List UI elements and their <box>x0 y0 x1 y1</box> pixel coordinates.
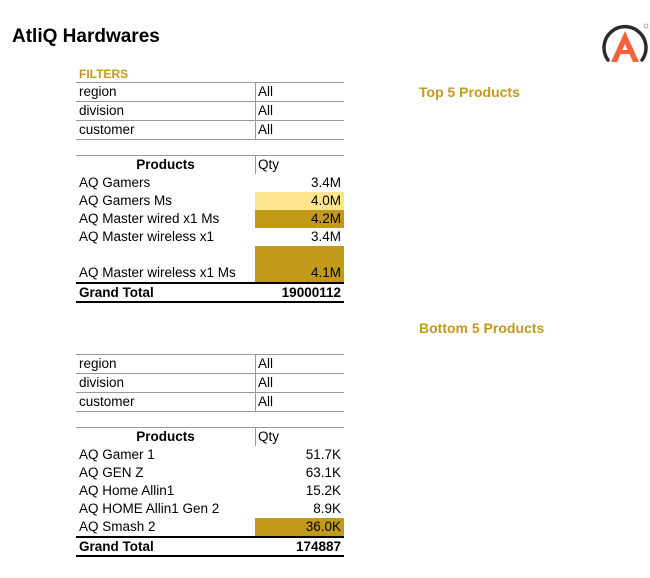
filter-key: customer <box>79 122 135 137</box>
product-name: AQ Master wireless x1 Ms <box>79 265 236 280</box>
filter-value[interactable]: All <box>255 374 344 392</box>
product-name: AQ Smash 2 <box>79 519 156 534</box>
filter-customer[interactable] <box>76 120 344 140</box>
product-qty: 8.9K <box>313 501 341 516</box>
table-row <box>76 500 344 518</box>
bottom-products-table <box>76 427 344 557</box>
col-qty-header: Qty <box>255 428 344 446</box>
bottom-filters-table <box>76 354 344 412</box>
filter-value[interactable]: All <box>255 83 344 101</box>
table-row <box>76 228 344 246</box>
table-row <box>76 246 344 282</box>
table-row <box>76 192 344 210</box>
filter-key: region <box>79 356 117 371</box>
table-row <box>76 210 344 228</box>
product-qty: 36.0K <box>255 518 344 536</box>
filter-key: division <box>79 103 125 118</box>
page-title: AtliQ Hardwares <box>12 26 160 47</box>
col-products-header: Products <box>136 157 195 172</box>
table-row <box>76 446 344 464</box>
product-name: AQ Gamers <box>79 175 151 190</box>
filter-region[interactable] <box>76 354 344 373</box>
product-qty: 4.0M <box>255 192 344 210</box>
product-name: AQ Master wireless x1 <box>79 229 215 244</box>
product-name: AQ Master wired x1 Ms <box>79 211 220 226</box>
bottom-products-title: Bottom 5 Products <box>419 320 545 336</box>
product-qty: 3.4M <box>310 229 341 244</box>
col-products-header: Products <box>136 429 195 444</box>
grand-total-value: 174887 <box>295 539 341 554</box>
product-qty: 63.1K <box>305 465 341 480</box>
product-name: AQ Gamers Ms <box>79 193 173 208</box>
filter-key: customer <box>79 394 135 409</box>
grand-total-row <box>76 536 344 557</box>
top-filters-table <box>76 82 344 140</box>
table-header <box>76 156 344 174</box>
filter-value[interactable]: All <box>255 102 344 120</box>
product-name: AQ Home Allin1 <box>79 483 175 498</box>
top-products-title: Top 5 Products <box>419 84 520 100</box>
filter-value[interactable]: All <box>255 121 344 139</box>
product-name: AQ GEN Z <box>79 465 144 480</box>
product-qty: 3.4M <box>310 175 341 190</box>
product-name: AQ Gamer 1 <box>79 447 155 462</box>
filter-key: division <box>79 375 125 390</box>
table-row <box>76 174 344 192</box>
table-row <box>76 482 344 500</box>
grand-total-row <box>76 282 344 303</box>
table-row <box>76 518 344 536</box>
filter-value[interactable]: All <box>255 355 344 373</box>
grand-total-value: 19000112 <box>281 285 341 300</box>
grand-total-label: Grand Total <box>79 539 154 554</box>
filter-region[interactable] <box>76 82 344 101</box>
col-qty-header: Qty <box>255 156 344 174</box>
filter-value[interactable]: All <box>255 393 344 411</box>
grand-total-label: Grand Total <box>79 285 154 300</box>
filter-key: region <box>79 84 117 99</box>
product-qty-cell <box>255 246 344 282</box>
product-qty: 4.2M <box>255 210 344 228</box>
product-qty: 51.7K <box>305 447 341 462</box>
filter-customer[interactable] <box>76 392 344 412</box>
product-name: AQ HOME Allin1 Gen 2 <box>79 501 220 516</box>
top-products-table <box>76 155 344 303</box>
product-qty: 15.2K <box>305 483 341 498</box>
filters-label: FILTERS <box>79 67 129 81</box>
table-row <box>76 464 344 482</box>
atliq-logo-icon <box>600 20 650 66</box>
filter-division[interactable] <box>76 101 344 120</box>
filter-division[interactable] <box>76 373 344 392</box>
product-qty: 4.1M <box>310 265 341 280</box>
table-header <box>76 428 344 446</box>
